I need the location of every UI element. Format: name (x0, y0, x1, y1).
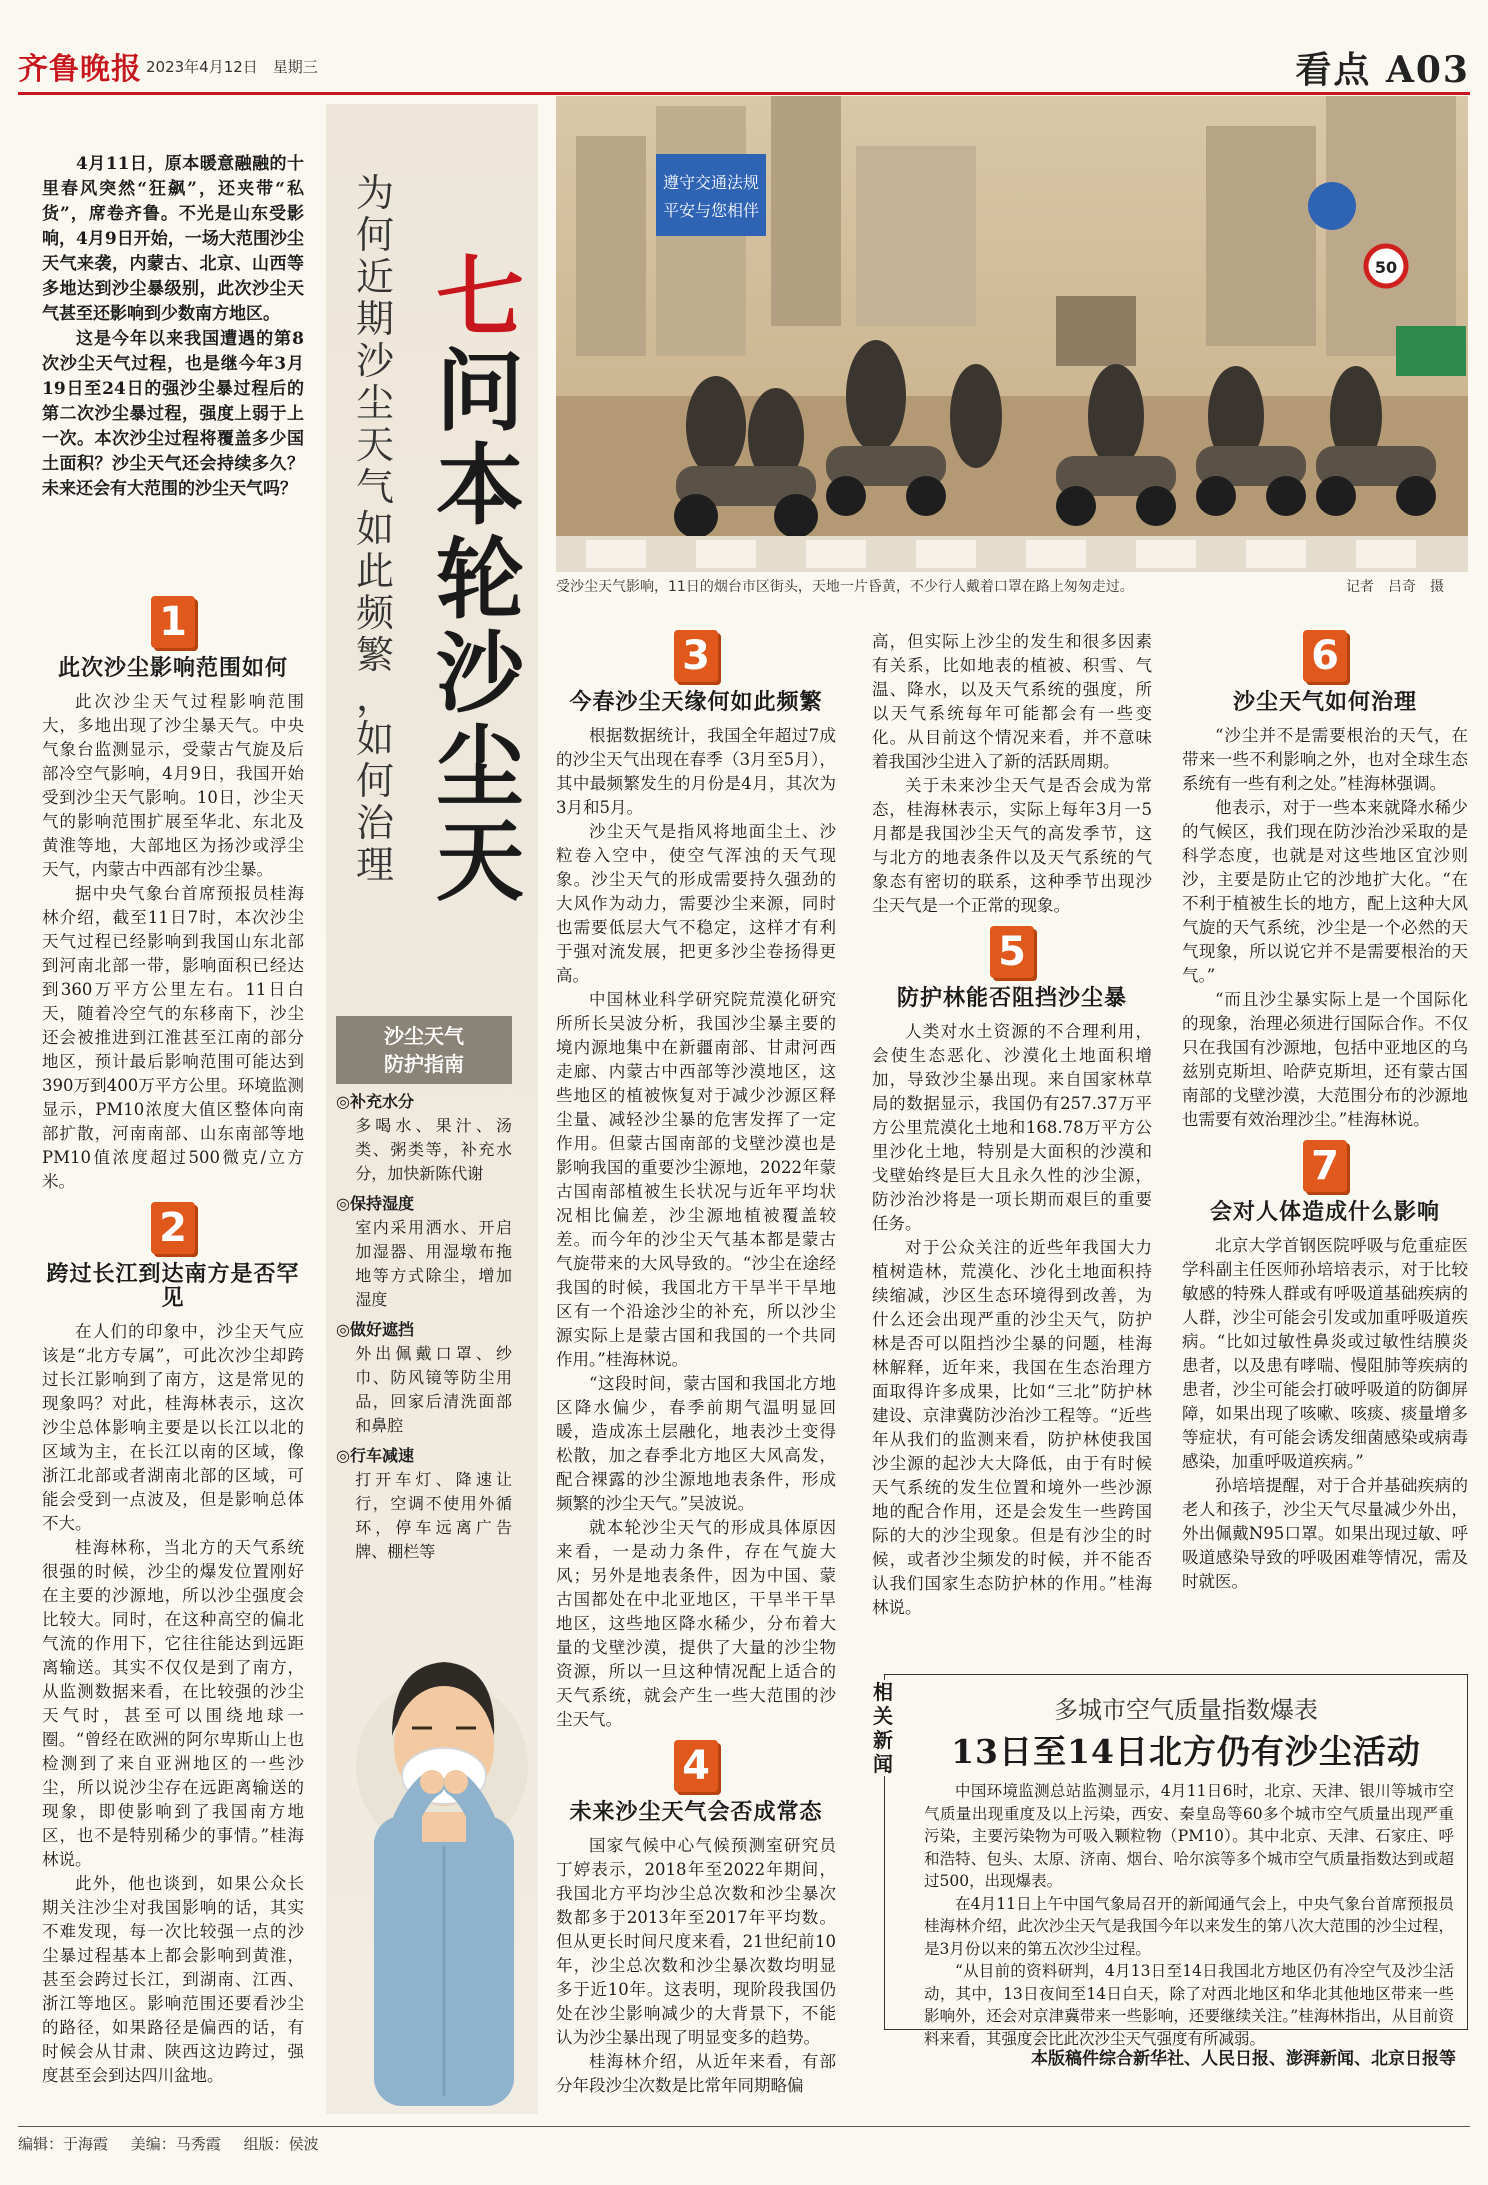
masthead (18, 40, 1470, 94)
body-para: 对于公众关注的近些年我国大力植树造林，荒漠化、沙化土地面积持续缩减，沙区生态环境得到改善，为什么还会出现严重的沙尘天气，防护林是否可以阻挡沙尘暴的问题，桂海林解释，近年来，我国在生态治理方面取得许多成果，比如“三北”防护林建设、京津冀防沙治沙工程等。“近些年从我们的监测来看，防护林使我国沙尘源的起沙大大降低，由于有时候天气系统的发生位置和境外一些沙源地的配合作用，还是会发生一些跨国际的大的沙尘现象。但是有沙尘的时候，或者沙尘频发的时候，并不能否认我们国家生态防护林的作用。”桂海林说。 (872, 1238, 1152, 1617)
body-para: 他表示，对于一些本来就降水稀少的气候区，我们现在防沙治沙采取的是科学态度，也就是对这些地区宜沙则沙，主要是防止它的沙地扩大化。“在不利于植被生长的地方，配上这种大风气旋的天气系统，沙尘是一个必然的天气现象，所以说它并不是需要根治的天气。” (1182, 798, 1468, 985)
column-1 (42, 152, 304, 2096)
art-editor-credit: 美编：马秀霞 (130, 2135, 221, 2153)
question-title: 防护林能否阻挡沙尘暴 (896, 985, 1127, 1011)
body-para: 中国林业科学研究院荒漠化研究所所长吴波分析，我国沙尘暴主要的境内源地集中在新疆南部、甘肃河西走廊、内蒙古中西部等沙漠地区，这些地区的植被恢复对于减少沙源区释尘量、减轻沙尘暴的危害发挥了一定作用。但蒙古国南部的戈壁沙漠也是影响我国的重要沙尘源地，2022年蒙古国南部植被生长状况与近年平均状况相比偏差，沙尘源地植被覆盖较差。而今年的沙尘天气基本都是蒙古气旋带来的大风导致的。“沙尘在途经我国的时候，我国北方干旱半干旱地区有一个沿途沙尘的补充，所以沙尘源实际上是蒙古国和我国的一个共同作用。”桂海林说。 (556, 990, 836, 1369)
newspaper-logo: 齐鲁晚报 (18, 52, 142, 87)
source-credit: 本版稿件综合新华社、人民日报、澎湃新闻、北京日报等 (1031, 2049, 1456, 2069)
question-title: 此次沙尘影响范围如何 (57, 655, 288, 681)
body-para: 沙尘天气是指风将地面尘土、沙粒卷入空中，使空气浑浊的天气现象。沙尘天气的形成需要持久强劲的大风作为动力，需要沙尘来源，同时也需要低层大气不稳定，这样才有利于强对流发展，把更多沙尘卷扬得更高。 (556, 822, 836, 985)
layout-credit: 组版：侯波 (243, 2135, 319, 2153)
related-news-tag: 相 关 新 闻 (868, 1680, 898, 1776)
guide-item: ◎补充水分 多喝水、果汁、汤类、粥类等，补充水分，加快新陈代谢 (336, 1092, 512, 1183)
question-title: 会对人体造成什么影响 (1209, 1199, 1440, 1225)
related-title: 13日至14日北方仍有沙尘活动 (951, 1732, 1421, 1771)
body-para: 根据数据统计，我国全年超过7成的沙尘天气出现在春季（3月至5月），其中最频繁发生的月份是4月，其次为3月和5月。 (556, 726, 836, 817)
intro-para: 4月11日，原本暖意融融的十里春风突然“狂飙”，还夹带“私货”，席卷齐鲁。不光是山东受影响，4月9日开始，一场大范围沙尘天气来袭，内蒙古、北京、山西等多地达到沙尘暴级别，此次沙尘天气甚至还影响到少数南方地区。 (42, 154, 304, 324)
body-para: 在人们的印象中，沙尘天气应该是“北方专属”，可此次沙尘却跨过长江影响到了南方，这是常见的现象吗？对此，桂海林表示，这次沙尘总体影响主要是以长江以北的区域为主，在长江以南的区域，像浙江北部或者湖南北部的区域，可能会受到一点波及，但是影响总体不大。 (42, 1322, 304, 1533)
guide-item: ◎做好遮挡 外出佩戴口罩、纱巾、防风镜等防尘用品，回家后清洗面部和鼻腔 (336, 1320, 512, 1435)
question-title: 跨过长江到达南方是否罕见 (46, 1261, 300, 1311)
body-para: 就本轮沙尘天气的形成具体原因来看，一是动力条件，存在气旋大风；另外是地表条件，因为中国、蒙古国都处在中北亚地区，干旱半干旱地区，这些地区降水稀少，分布着大量的戈壁沙漠，提供了大量的沙尘物资源，所以一旦这种情况配上适合的天气系统，就会产生一些大范围的沙尘天气。 (556, 1518, 836, 1729)
body-para: 北京大学首钢医院呼吸与危重症医学科副主任医师孙培培表示，对于比较敏感的特殊人群或有呼吸道基础疾病的人群，沙尘可能会引发或加重呼吸道疾病。“比如过敏性鼻炎或过敏性结膜炎患者，以及患有哮喘、慢阻肺等疾病的患者，沙尘可能会打破呼吸道的防御屏障，如果出现了咳嗽、咳痰、痰量增多等症状，有可能会诱发细菌感染或病毒感染，加重呼吸道疾病。” (1182, 1236, 1468, 1471)
body-para: 高，但实际上沙尘的发生和很多因素有关系，比如地表的植被、积雪、气温、降水，以及天气系统的强度，所以天气系统每年可能都会有一些变化。从目前这个情况来看，并不意味着我国沙尘进入了新的活跃周期。 (872, 632, 1152, 771)
body-para: 关于未来沙尘天气是否会成为常态，桂海林表示，实际上每年3月一5月都是我国沙尘天气的高发季节，这与北方的地表条件以及天气系统的气象态有密切的联系，这种季节出现沙尘天气是一个正常的现象。 (872, 776, 1152, 915)
body-para: “沙尘并不是需要根治的天气，在带来一些不利影响之外，也对全球生态系统有一些有利之处。”桂海林强调。 (1182, 726, 1468, 793)
body-para: 桂海林介绍，从近年来看，有部分年段沙尘次数是比常年同期略偏 (556, 2052, 836, 2095)
question-title: 沙尘天气如何治理 (1232, 689, 1417, 715)
body-para: 孙培培提醒，对于合并基础疾病的老人和孩子，沙尘天气尽量减少外出，外出佩戴N95口罩。如果出现过敏、呼吸道感染导致的呼吸困难等情况，需及时就医。 (1182, 1476, 1468, 1591)
dust-street-scene (556, 96, 1468, 572)
svg-text:50: 50 (1374, 258, 1398, 277)
protection-guide (336, 1016, 512, 1564)
body-para: 此次沙尘天气过程影响范围大，多地出现了沙尘暴天气。中央气象台监测显示，受蒙古气旋及后部冷空气影响，4月9日，我国开始受到沙尘天气影响。10日，沙尘天气的影响范围扩展至华北、东北及黄淮等地，大部地区为扬沙或浮尘天气，内蒙古中西部有沙尘暴。 (42, 692, 304, 879)
question-number: 5 (990, 926, 1034, 978)
question-1 (42, 596, 304, 1194)
column-5 (1182, 630, 1468, 1602)
body-para: “而且沙尘暴实际上是一个国际化的现象，治理必须进行国际合作。不仅只在我国有沙源地，包括中亚地区的乌兹别克斯坦、哈萨克斯坦，还有蒙古国南部的戈壁沙漠，大范围分布的沙源地也需要有效治理沙尘。”桂海林说。 (1182, 990, 1468, 1129)
guide-item: ◎行车减速 打开车灯、降速让行，空调不使用外循环，停车远离广告牌、棚栏等 (336, 1446, 512, 1561)
body-para: 据中央气象台首席预报员桂海林介绍，截至11日7时，本次沙尘天气过程已经影响到我国山东北部到河南北部一带，影响面积已经达到360万平方公里左右。11日白天，随着冷空气的东移南下，沙尘还会被推进到江淮甚至江南的部分地区，预计最后影响范围可能达到390万到400万平方公里。环境监测显示，PM10浓度大值区整体向南部扩散，河南南部、山东南部等地PM10值浓度超过500微克/立方米。 (42, 884, 304, 1191)
body-para: 中国环境监测总站监测显示，4月11日6时，北京、天津、银川等城市空气质量出现重度及以上污染，西安、秦皇岛等60多个城市空气质量出现严重污染，主要污染物为可吸入颗粒物（PM10）。其中北京、天津、石家庄、呼和浩特、包头、太原、济南、烟台、哈尔滨等多个城市空气质量指数达到或超过500，出现爆表。 (924, 1782, 1454, 1890)
question-number: 2 (151, 1202, 195, 1254)
caption-text: 受沙尘天气影响，11日的烟台市区街头，天地一片昏黄，不少行人戴着口罩在路上匆匆走过。 (556, 579, 1134, 595)
main-headline: 七 问 本 轮 沙 尘 天 (435, 245, 524, 913)
photo-caption (556, 576, 1468, 596)
issue-date: 2023年4月12日 星期三 (146, 58, 318, 76)
related-body (924, 1780, 1454, 2050)
question-number: 4 (674, 1740, 718, 1792)
related-subtitle: 多城市空气质量指数爆表 (1054, 1696, 1318, 1724)
guide-item: ◎保持湿度 室内采用洒水、开启加湿器、用湿墩布拖地等方式除尘，增加湿度 (336, 1194, 512, 1309)
svg-text:平安与您相伴: 平安与您相伴 (662, 201, 760, 220)
body-para: 人类对水土资源的不合理利用，会使生态恶化、沙漠化土地面积增加，导致沙尘暴出现。来自国家林草局的数据显示，我国仍有257.37万平方公里荒漠化土地和168.78万平方公里沙化土地，特别是大面积的沙漠和戈壁始终是巨大且永久性的沙尘源，防沙治沙将是一项长期而艰巨的重要任务。 (872, 1022, 1152, 1233)
body-para: “从目前的资料研判，4月13日至14日我国北方地区仍有冷空气及沙尘活动，其中，13日夜间至14日白天，除了对西北地区和华北其他地区带来一些影响外，还会对京津冀带来一些影响，还要继续关注。”桂海林指出，从目前资料来看，其强度会比此次沙尘天气强度有所减弱。 (924, 1962, 1454, 2048)
question-4 (556, 1740, 836, 2098)
question-6 (1182, 630, 1468, 1132)
intro (42, 152, 304, 502)
editor-credit: 编辑：于海霞 (18, 2135, 109, 2153)
question-number: 7 (1303, 1140, 1347, 1192)
question-number: 3 (674, 630, 718, 682)
bicycle-lane-sign-icon (1308, 182, 1356, 230)
column-3 (556, 630, 836, 2106)
question-2 (42, 1202, 304, 2088)
question-number: 1 (151, 596, 195, 648)
svg-text:遵守交通法规: 遵守交通法规 (662, 173, 760, 192)
body-para: 此外，他也谈到，如果公众长期关注沙尘对我国影响的话，其实不难发现，每一次比较强一点的沙尘暴过程基本上都会影响到黄淮，甚至会跨过长江，到湖南、江西、浙江等地区。影响范围还要看沙尘的路径，如果路径是偏西的话，有时候会从甘肃、陕西这边跨过，强度甚至会到达四川盆地。 (42, 1874, 304, 2085)
question-title: 今春沙尘天缘何如此频繁 (569, 689, 823, 715)
subheadline: 为 何 近 期 沙 尘 天 气 如 此 频 繁 ， 如 何 治 理 (355, 171, 394, 887)
intro-para: 这是今年以来我国遭遇的第8次沙尘天气过程，也是继今年3月19日至24日的强沙尘暴过程后的第二次沙尘暴过程，强度上弱于上一次。本次沙尘过程将覆盖多少国土面积？沙尘天气还会持续多久？未来还会有大范围的沙尘天气吗？ (42, 329, 304, 499)
page-footer (18, 2126, 1470, 2154)
body-para: “这段时间，蒙古国和我国北方地区降水偏少，春季前期气温明显回暖，造成冻土层融化，地表沙土变得松散，加之春季北方地区大风高发，配合裸露的沙尘源地地表条件，形成频繁的沙尘天气。”吴波说。 (556, 1374, 836, 1513)
question-5 (872, 926, 1152, 1620)
traffic-sign (656, 154, 766, 236)
photo-credit: 记者 吕奇 摄 (1346, 579, 1444, 595)
q4-continued (872, 630, 1152, 918)
question-number: 6 (1303, 630, 1347, 682)
question-7 (1182, 1140, 1468, 1594)
body-para: 桂海林称，当北方的天气系统很强的时候，沙尘的爆发位置刚好在主要的沙源地，所以沙尘强度会比较大。同时，在这种高空的偏北气流的作用下，它往往能达到远距离输送。其实不仅仅是到了南方，从监测数据来看，在比较强的沙尘天气时，甚至可以围绕地球一圈。“曾经在欧洲的阿尔卑斯山上也检测到了来自亚洲地区的一些沙尘，所以说沙尘存在远距离输送的现象，即使影响到了我国南方地区，也不是特别稀少的事情。”桂海林说。 (42, 1538, 304, 1869)
question-title: 未来沙尘天气会否成常态 (569, 1799, 823, 1825)
masked-person-illustration (352, 1616, 532, 2116)
question-3 (556, 630, 836, 1732)
guide-title: 沙尘天气 防护指南 (336, 1016, 512, 1084)
page-section: 看点 A03 (1295, 49, 1470, 91)
body-para: 国家气候中心气候预测室研究员丁婷表示，2018年至2022年期间，我国北方平均沙尘总次数和沙尘暴次数都多于2013年至2017年平均数。但从更长时间尺度来看，21世纪前10年，沙尘总次数和沙尘暴次数均明显多于近10年。这表明，现阶段我国仍处在沙尘影响减少的大背景下，不能认为沙尘暴出现了明显变多的趋势。 (556, 1836, 836, 2047)
column-4 (872, 630, 1152, 1628)
masthead-rule (18, 92, 1470, 95)
street-photo (556, 96, 1468, 572)
body-para: 在4月11日上午中国气象局召开的新闻通气会上，中央气象台首席预报员桂海林介绍，此次沙尘天气是我国今年以来发生的第八次大范围的沙尘过程，是3月份以来的第五次沙尘过程。 (924, 1894, 1454, 1958)
